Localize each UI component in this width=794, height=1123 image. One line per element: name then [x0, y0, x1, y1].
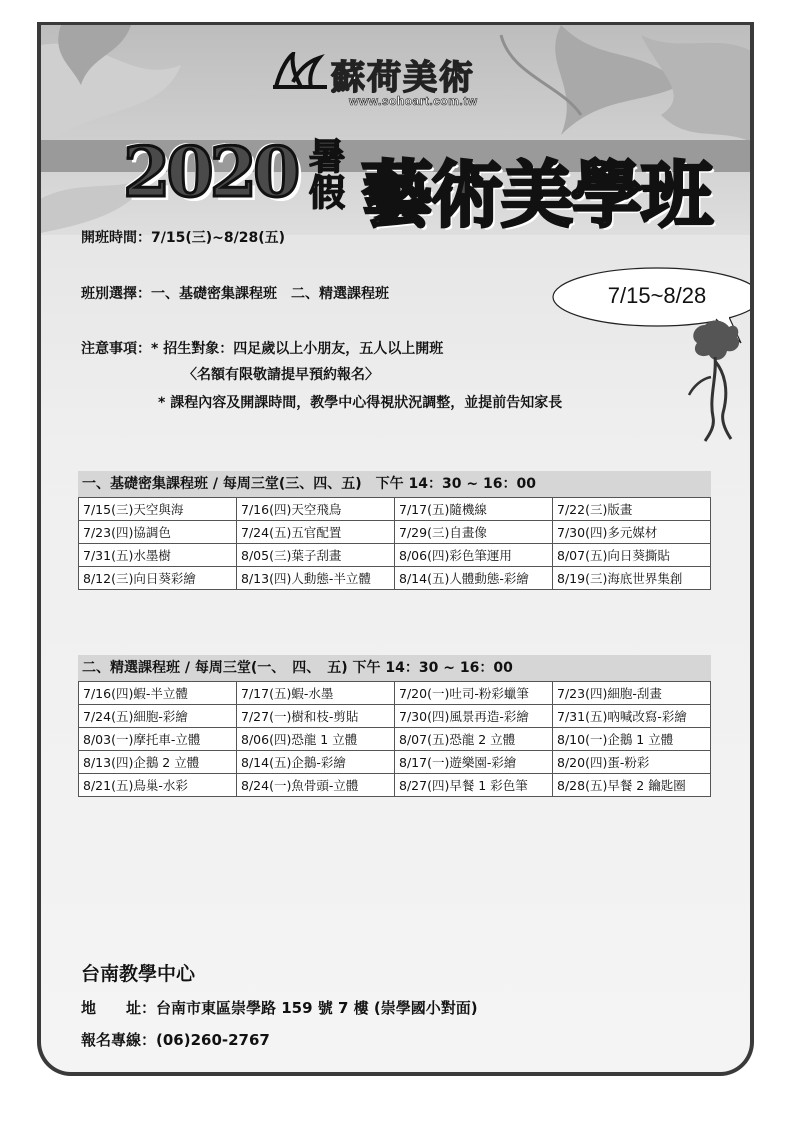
table-cell: 8/05(三)葉子刮畫: [237, 544, 395, 567]
table-row: [79, 567, 711, 590]
table-cell: 8/14(五)人體動態-彩繪: [395, 567, 553, 590]
table-cell: 8/12(三)向日葵彩繪: [79, 567, 237, 590]
table-cell: 7/20(一)吐司-粉彩蠟筆: [395, 682, 553, 705]
table-cell: 7/24(五)細胞-彩繪: [79, 705, 237, 728]
table-cell: 8/13(四)企鵝 2 立體: [79, 751, 237, 774]
notice-line-1: 注意事項：* 招生對象：四足歲以上小朋友，五人以上開班: [81, 341, 444, 357]
table-cell: 7/31(五)吶喊改寫-彩繪: [553, 705, 711, 728]
table-cell: 8/19(三)海底世界集創: [553, 567, 711, 590]
table-cell: 7/31(五)水墨樹: [79, 544, 237, 567]
table-cell: 8/07(五)恐龍 2 立體: [395, 728, 553, 751]
table-cell: 8/27(四)早餐 1 彩色筆: [395, 774, 553, 797]
phone-text: 報名專線：(06)260-2767: [81, 1031, 270, 1049]
table-cell: 8/21(五)鳥巢-水彩: [79, 774, 237, 797]
table-row: [79, 521, 711, 544]
table-cell: 8/28(五)早餐 2 鑰匙圈: [553, 774, 711, 797]
logo-url: www.sohoart.com.tw: [349, 94, 478, 108]
table-cell: 7/17(五)蝦-水墨: [237, 682, 395, 705]
selected-course-header: 二、精選課程班 / 每周三堂(一、 四、 五) 下午 14：30 ~ 16：00: [78, 655, 711, 681]
table-row: [79, 498, 711, 521]
table-cell: 8/20(四)蛋-粉彩: [553, 751, 711, 774]
table-cell: 7/30(四)風景再造-彩繪: [395, 705, 553, 728]
table-cell: 7/22(三)版畫: [553, 498, 711, 521]
table-cell: 7/23(四)細胞-刮畫: [553, 682, 711, 705]
table-cell: 8/17(一)遊樂園-彩繪: [395, 751, 553, 774]
table-cell: 7/24(五)五官配置: [237, 521, 395, 544]
table-cell: 7/30(四)多元媒材: [553, 521, 711, 544]
table-cell: 8/13(四)人動態-半立體: [237, 567, 395, 590]
notice-line-2: 〈名額有限敬請提早預約報名〉: [183, 367, 379, 383]
table-cell: 8/10(一)企鵝 1 立體: [553, 728, 711, 751]
logo-name: 蘇荷美術: [331, 58, 475, 98]
bubble-date: 7/15~8/28: [607, 283, 707, 308]
title-summer: 暑假: [309, 136, 346, 214]
table-cell: 8/03(一)摩托車-立體: [79, 728, 237, 751]
table-cell: 7/16(四)蝦-半立體: [79, 682, 237, 705]
page-title: [123, 115, 723, 237]
table-cell: 7/23(四)協調色: [79, 521, 237, 544]
table-row: [79, 774, 711, 797]
flyer-frame: [37, 22, 754, 1076]
basic-course-table: [78, 471, 711, 590]
table-row: [79, 751, 711, 774]
table-row: [79, 682, 711, 705]
orchid-logo-icon: [271, 52, 331, 92]
basic-course-schedule: [78, 497, 711, 590]
basic-course-header: 一、基礎密集課程班 / 每周三堂(三、四、五) 下午 14：30 ~ 16：00: [78, 471, 711, 497]
selected-course-table: [78, 655, 711, 797]
table-cell: 7/27(一)樹和枝-剪貼: [237, 705, 395, 728]
logo: [271, 50, 521, 120]
period-text: 開班時間：7/15(三)~8/28(五): [81, 230, 285, 246]
notice-line-3: * 課程內容及開課時間，教學中心得視狀況調整，並提前告知家長: [158, 395, 563, 411]
table-row: [79, 705, 711, 728]
title-main: 藝術美學班: [361, 152, 712, 237]
table-cell: 8/24(一)魚骨頭-立體: [237, 774, 395, 797]
selected-course-schedule: [78, 681, 711, 797]
table-row: [79, 728, 711, 751]
address-text: 地 址：台南市東區崇學路 159 號 7 樓 (崇學國小對面): [81, 999, 478, 1017]
flower-character-icon: [687, 317, 743, 447]
table-row: [79, 544, 711, 567]
table-cell: 8/06(四)彩色筆運用: [395, 544, 553, 567]
center-name: 台南教學中心: [81, 963, 196, 985]
table-cell: 8/07(五)向日葵撕貼: [553, 544, 711, 567]
table-cell: 7/15(三)天空與海: [79, 498, 237, 521]
table-cell: 8/06(四)恐龍 1 立體: [237, 728, 395, 751]
title-year: 2020: [123, 133, 297, 213]
table-cell: 7/17(五)隨機線: [395, 498, 553, 521]
table-cell: 7/29(三)自畫像: [395, 521, 553, 544]
table-cell: 8/14(五)企鵝-彩繪: [237, 751, 395, 774]
table-cell: 7/16(四)天空飛鳥: [237, 498, 395, 521]
class-choice-text: 班別選擇：一、基礎密集課程班 二、精選課程班: [81, 286, 389, 302]
